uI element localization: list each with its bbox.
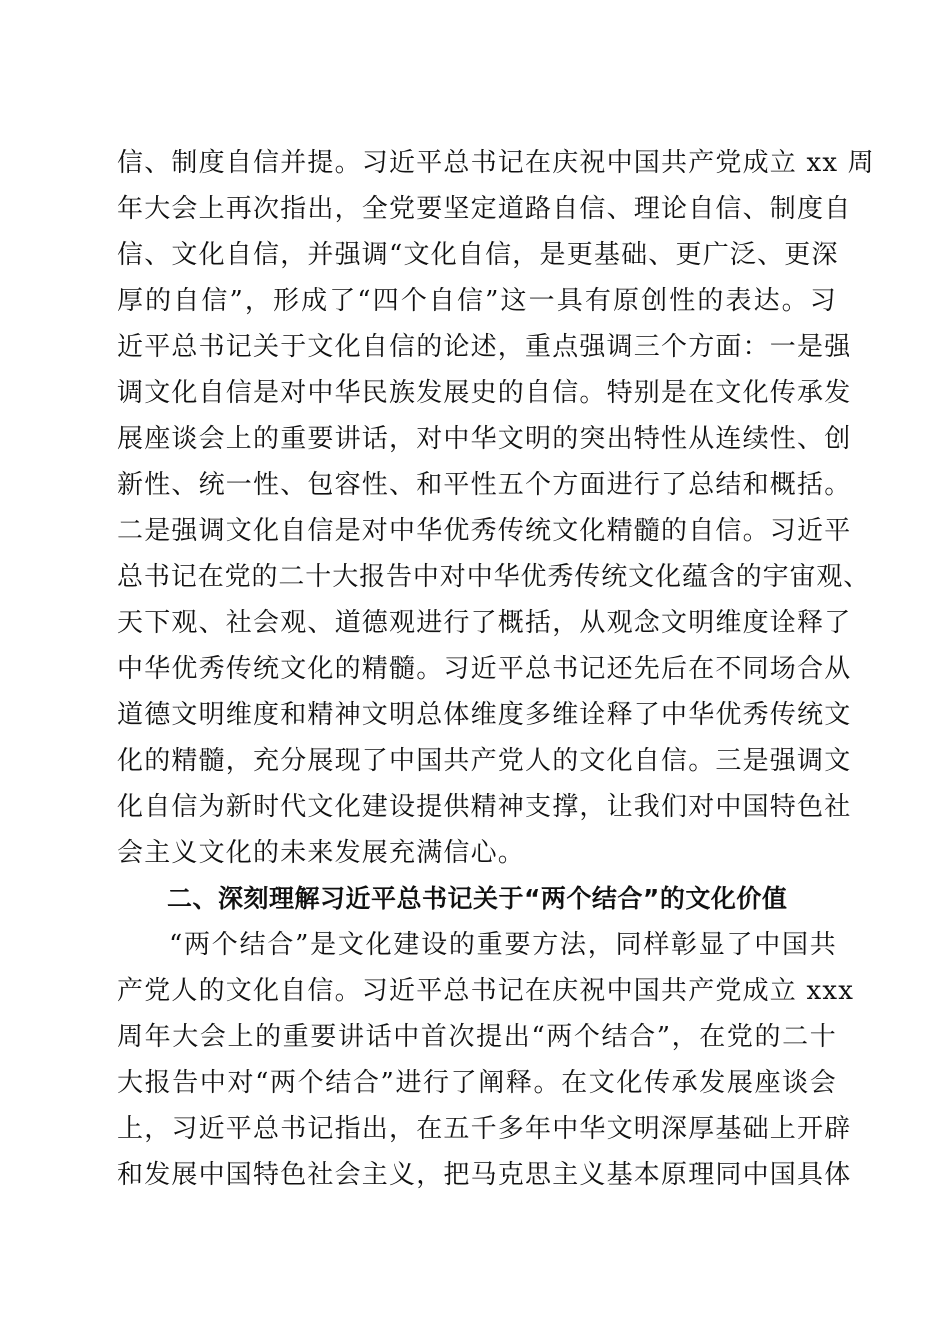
document-body — [117, 140, 875, 1198]
paragraph-line: 天下观、社会观、道德观进行了概括，从观念文明维度诠释了 — [117, 608, 852, 638]
paragraph-line: 新性、统一性、包容性、和平性五个方面进行了总结和概括。 — [117, 470, 852, 500]
paragraph-line: 信、制度自信并提。习近平总书记在庆祝中国共产党成立 xx 周 — [117, 148, 875, 178]
paragraph-line: 二是强调文化自信是对中华优秀传统文化精髓的自信。习近平 — [117, 516, 852, 546]
paragraph-line: 会主义文化的未来发展充满信心。 — [117, 838, 526, 868]
paragraph-line: 道德文明维度和精神文明总体维度多维诠释了中华优秀传统文 — [117, 700, 852, 730]
paragraph-line: 化的精髓，充分展现了中国共产党人的文化自信。三是强调文 — [117, 746, 852, 776]
paragraph-line: 中华优秀传统文化的精髓。习近平总书记还先后在不同场合从 — [117, 654, 852, 684]
paragraph-line: 信、文化自信，并强调“文化自信，是更基础、更广泛、更深 — [117, 240, 839, 270]
paragraph-line: 调文化自信是对中华民族发展史的自信。特别是在文化传承发 — [117, 378, 852, 408]
paragraph-line: 总书记在党的二十大报告中对中华优秀传统文化蕴含的宇宙观、 — [117, 562, 871, 592]
paragraph-line: 厚的自信”，形成了“四个自信”这一具有原创性的表达。习 — [117, 286, 837, 316]
paragraph-line: 产党人的文化自信。习近平总书记在庆祝中国共产党成立 xxx — [117, 976, 855, 1006]
paragraph-line: 大报告中对“两个结合”进行了阐释。在文化传承发展座谈会 — [117, 1068, 837, 1098]
paragraph-line: 化自信为新时代文化建设提供精神支撑，让我们对中国特色社 — [117, 792, 852, 822]
paragraph-line: 年大会上再次指出，全党要坚定道路自信、理论自信、制度自 — [117, 194, 852, 224]
paragraph-line: “两个结合”是文化建设的重要方法，同样彰显了中国共 — [169, 930, 837, 960]
section-heading: 二、深刻理解习近平总书记关于“两个结合”的文化价值 — [167, 884, 788, 913]
paragraph-line: 周年大会上的重要讲话中首次提出“两个结合”，在党的二十 — [117, 1022, 837, 1052]
paragraph-line: 近平总书记关于文化自信的论述，重点强调三个方面：一是强 — [117, 332, 852, 362]
paragraph-line: 展座谈会上的重要讲话，对中华文明的突出特性从连续性、创 — [117, 424, 852, 454]
paragraph-line: 和发展中国特色社会主义，把马克思主义基本原理同中国具体 — [117, 1160, 852, 1190]
paragraph-line: 上，习近平总书记指出，在五千多年中华文明深厚基础上开辟 — [117, 1114, 852, 1144]
